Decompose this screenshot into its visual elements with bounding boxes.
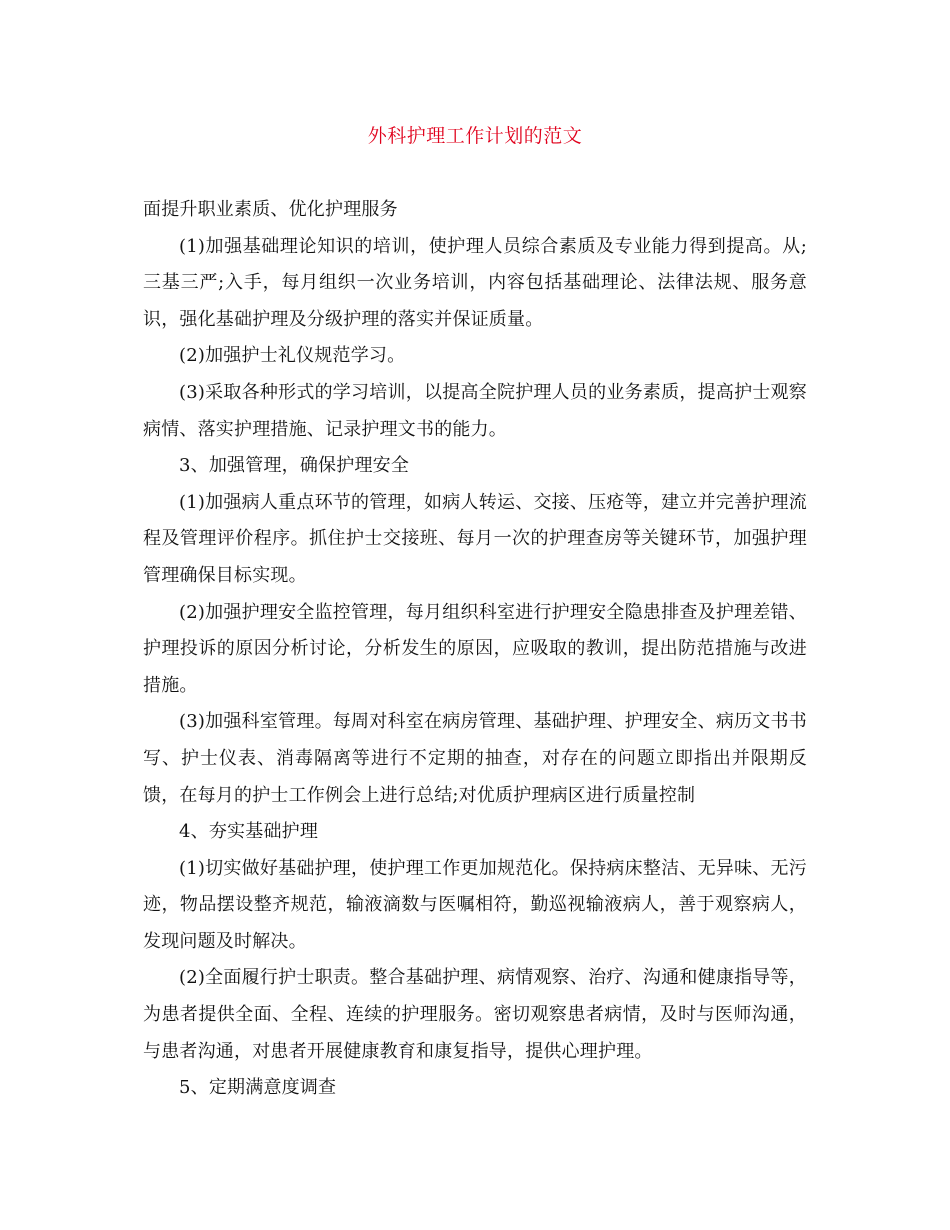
paragraph-item-3-1: (1)加强病人重点环节的管理，如病人转运、交接、压疮等，建立并完善护理流程及管理评价程序。抓住护士交接班、每月一次的护理查房等关键环节，加强护理管理确保目标实现。 [143,491,807,586]
section-heading-5: 5、定期满意度调查 [179,1077,337,1099]
paragraph-item-2: (2)加强护士礼仪规范学习。 [179,345,406,367]
paragraph-item-4-2: (2)全面履行护士职责。整合基础护理、病情观察、治疗、沟通和健康指导等，为患者提供全面、全程、连续的护理服务。密切观察患者病情，及时与医师沟通，与患者沟通，对患者开展健康教育和康复指导，提供心理护理。 [143,967,807,1062]
document-title: 外科护理工作计划的范文 [367,125,583,147]
paragraph-item-3-3: (3)加强科室管理。每周对科室在病房管理、基础护理、护理安全、病历文书书写、护士仪表、消毒隔离等进行不定期的抽查，对存在的问题立即指出并限期反馈，在每月的护士工作例会上进行总结;对优质护理病区进行质量控制 [143,711,807,806]
paragraph-item-1: (1)加强基础理论知识的培训，使护理人员综合素质及专业能力得到提高。从;三基三严;入手，每月组织一次业务培训，内容包括基础理论、法律法规、服务意识，强化基础护理及分级护理的落实并保证质量。 [143,235,807,330]
document-body [143,192,807,1107]
paragraph-section-heading: 面提升职业素质、优化护理服务 [143,199,398,220]
paragraph-item-3-2: (2)加强护理安全监控管理，每月组织科室进行护理安全隐患排查及护理差错、护理投诉的原因分析讨论，分析发生的原因，应吸取的教训，提出防范措施与改进措施。 [143,601,807,696]
section-heading-4: 4、夯实基础护理 [179,821,319,843]
section-heading-3: 3、加强管理，确保护理安全 [179,455,410,477]
paragraph-item-3: (3)采取各种形式的学习培训，以提高全院护理人员的业务素质，提高护士观察病情、落实护理措施、记录护理文书的能力。 [143,381,807,440]
paragraph-item-4-1: (1)切实做好基础护理，使护理工作更加规范化。保持病床整洁、无异味、无污迹，物品摆设整齐规范，输液滴数与医嘱相符，勤巡视输液病人，善于观察病人，发现问题及时解决。 [143,857,807,952]
